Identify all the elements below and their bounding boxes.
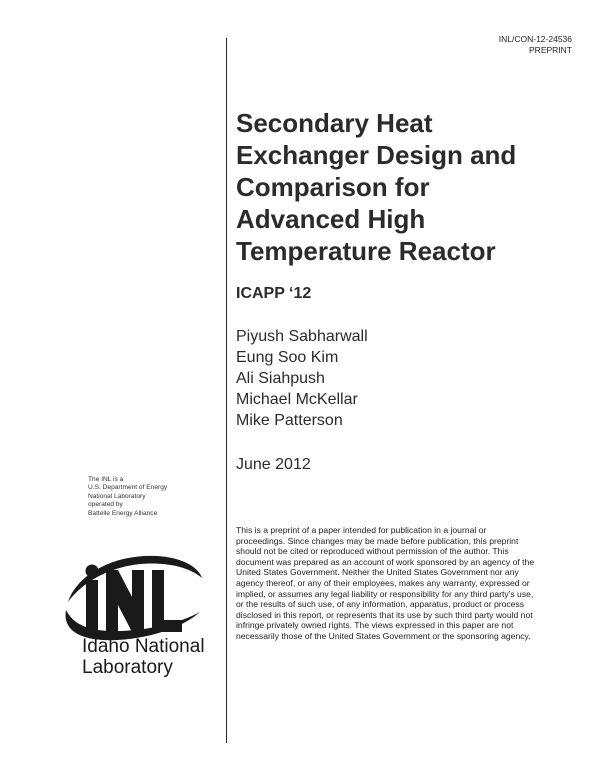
operator-line: The INL is a xyxy=(88,476,124,483)
vertical-divider xyxy=(226,38,227,743)
conference-name: ICAPP ‘12 xyxy=(236,285,312,302)
author-name: Michael McKellar xyxy=(236,391,358,408)
operator-line: U.S. Department of Energy xyxy=(88,484,168,492)
operator-statement xyxy=(88,476,167,518)
title-line: Comparison for xyxy=(236,172,430,202)
author-name: Piyush Sabharwall xyxy=(236,328,368,345)
logo-name-line-2: Laboratory xyxy=(82,657,173,678)
title-line: Advanced High xyxy=(236,204,426,234)
operator-line: National Laboratory xyxy=(88,492,146,500)
document-title xyxy=(236,107,576,267)
report-number: INL/CON-12-24536 xyxy=(498,34,572,44)
preprint-label: PREPRINT xyxy=(529,45,572,55)
inl-logo-icon xyxy=(60,540,210,690)
operator-line: Battelle Energy Alliance xyxy=(88,509,158,517)
operator-line: operated by xyxy=(88,501,123,509)
author-name: Ali Siahpush xyxy=(236,370,325,387)
author-name: Eung Soo Kim xyxy=(236,349,339,366)
disclaimer-text: This is a preprint of a paper intended for publication in a journal or proceedings. Since changes may be made before publication, this preprint should not be cited or reproduced without permission of the author. This document was prepared as an account of work sponsored by an agency of the United States Government. Neither the United States Government nor any agency thereof, or any of their employees, makes any warranty, expressed or implied, or assumes any legal liability or responsibility for any third party's use, or the results of such use, of any information, apparatus, product or process disclosed in this report, or represents that its use by such third party would not infringe privately owned rights. The views expressed in this paper are not necessarily those of the United States Government or the sponsoring agency. xyxy=(236,525,535,641)
title-line: Secondary Heat xyxy=(236,108,433,138)
publication-date: June 2012 xyxy=(236,456,311,473)
author-name: Mike Patterson xyxy=(236,412,343,429)
logo-name-line-1: Idaho National xyxy=(82,636,205,657)
author-list xyxy=(236,326,368,431)
report-identifier xyxy=(372,34,572,56)
title-line: Temperature Reactor xyxy=(236,236,496,266)
inl-logo xyxy=(60,540,210,690)
title-line: Exchanger Design and xyxy=(236,140,517,170)
